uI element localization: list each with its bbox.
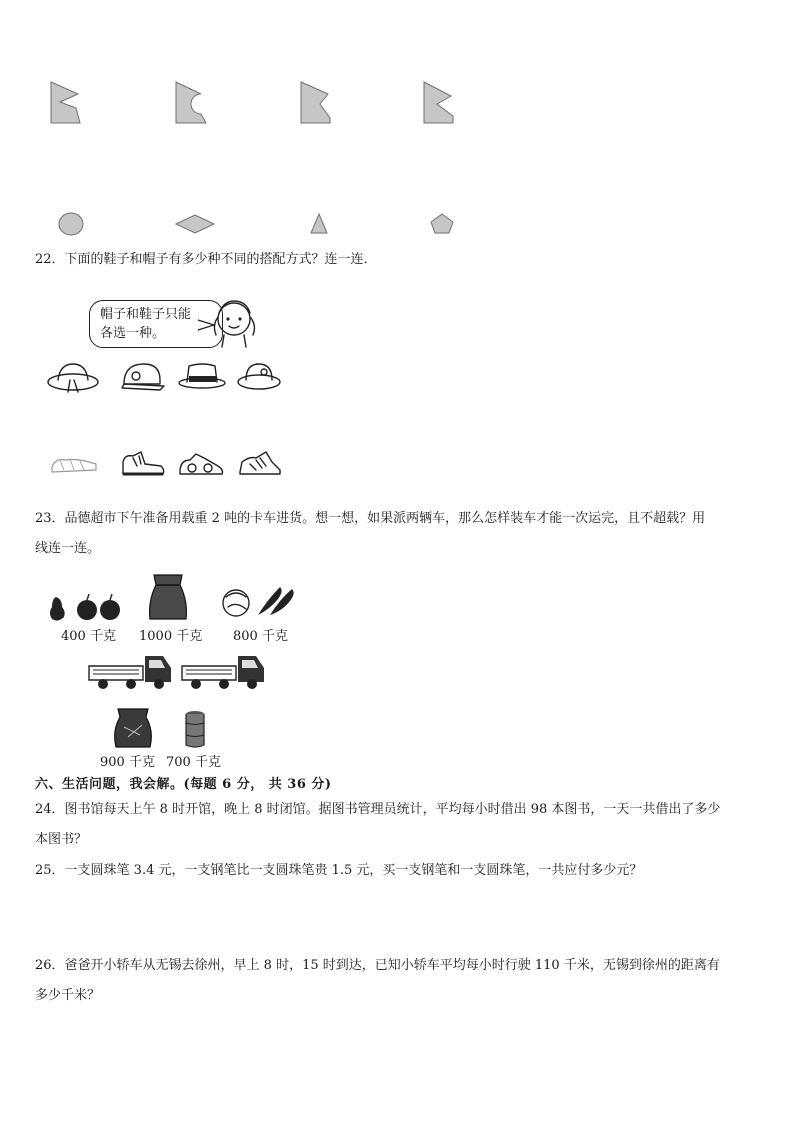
goods-label-800: 800 千克 <box>233 629 288 644</box>
bag-icon <box>110 705 156 749</box>
rhombus-shape <box>175 213 215 235</box>
girl-face-icon <box>210 295 260 351</box>
section-6-title: 六、生活问题，我会解。(每题 6 分， 共 36 分) <box>35 777 332 792</box>
question-22-text: 22．下面的鞋子和帽子有多少种不同的搭配方式？连一连． <box>35 252 377 267</box>
circle-shape <box>58 212 86 238</box>
sandal-icon <box>48 450 100 476</box>
question-23-line-1: 23．品德超市下午准备用载重 2 吨的卡车进货。想一想，如果派两辆车，那么怎样装车才能一次运完，且不超载？用 <box>35 511 706 526</box>
goods-label-700: 700 千克 <box>166 755 221 770</box>
fedora-hat-icon <box>177 360 227 390</box>
hat-sun-icon <box>46 360 102 394</box>
pentagon-shape <box>430 212 456 236</box>
barrel-icon <box>183 709 207 749</box>
fruit-icon <box>46 589 120 623</box>
question-24-line-1: 24．图书馆每天上午 8 时开馆，晚上 8 时闭馆。据图书管理员统计，平均每小时借出 98 本图书，一天一共借出了多少 <box>35 802 721 817</box>
question-26-line-2: 多少千米？ <box>35 988 101 1003</box>
question-23-line-2: 线连一连。 <box>35 541 101 556</box>
truck-1-icon <box>87 652 175 692</box>
bonnet-hat-icon <box>236 360 282 392</box>
cap-icon <box>120 360 166 392</box>
triangle-shape <box>310 212 330 236</box>
cut-shape-figure-3 <box>298 80 334 126</box>
sack-icon <box>146 571 190 623</box>
cut-shape-figure-2 <box>173 80 209 126</box>
sneaker-icon <box>176 448 226 478</box>
question-24-line-2: 本图书？ <box>35 832 88 847</box>
vegetable-icon <box>218 579 300 619</box>
speech-line-1: 帽子和鞋子只能 <box>100 307 192 322</box>
question-26-line-1: 26．爸爸开小轿车从无锡去徐州，早上 8 时，15 时到达，已知小轿车平均每小时行驶 110 千米，无锡到徐州的距离有 <box>35 958 720 973</box>
sport-shoe-icon <box>236 448 282 478</box>
speech-line-2: 各选一种。 <box>100 326 166 341</box>
boot-icon <box>117 446 167 478</box>
goods-label-900: 900 千克 <box>100 755 155 770</box>
truck-2-icon <box>180 652 268 692</box>
goods-label-1000: 1000 千克 <box>139 629 203 644</box>
cut-shape-figure-4 <box>421 80 457 126</box>
cut-shape-figure-1 <box>48 80 84 126</box>
goods-label-400: 400 千克 <box>61 629 116 644</box>
question-25-text: 25．一支圆珠笔 3.4 元，一支钢笔比一支圆珠笔贵 1.5 元，买一支钢笔和一支圆珠笔，一共应付多少元？ <box>35 863 643 878</box>
